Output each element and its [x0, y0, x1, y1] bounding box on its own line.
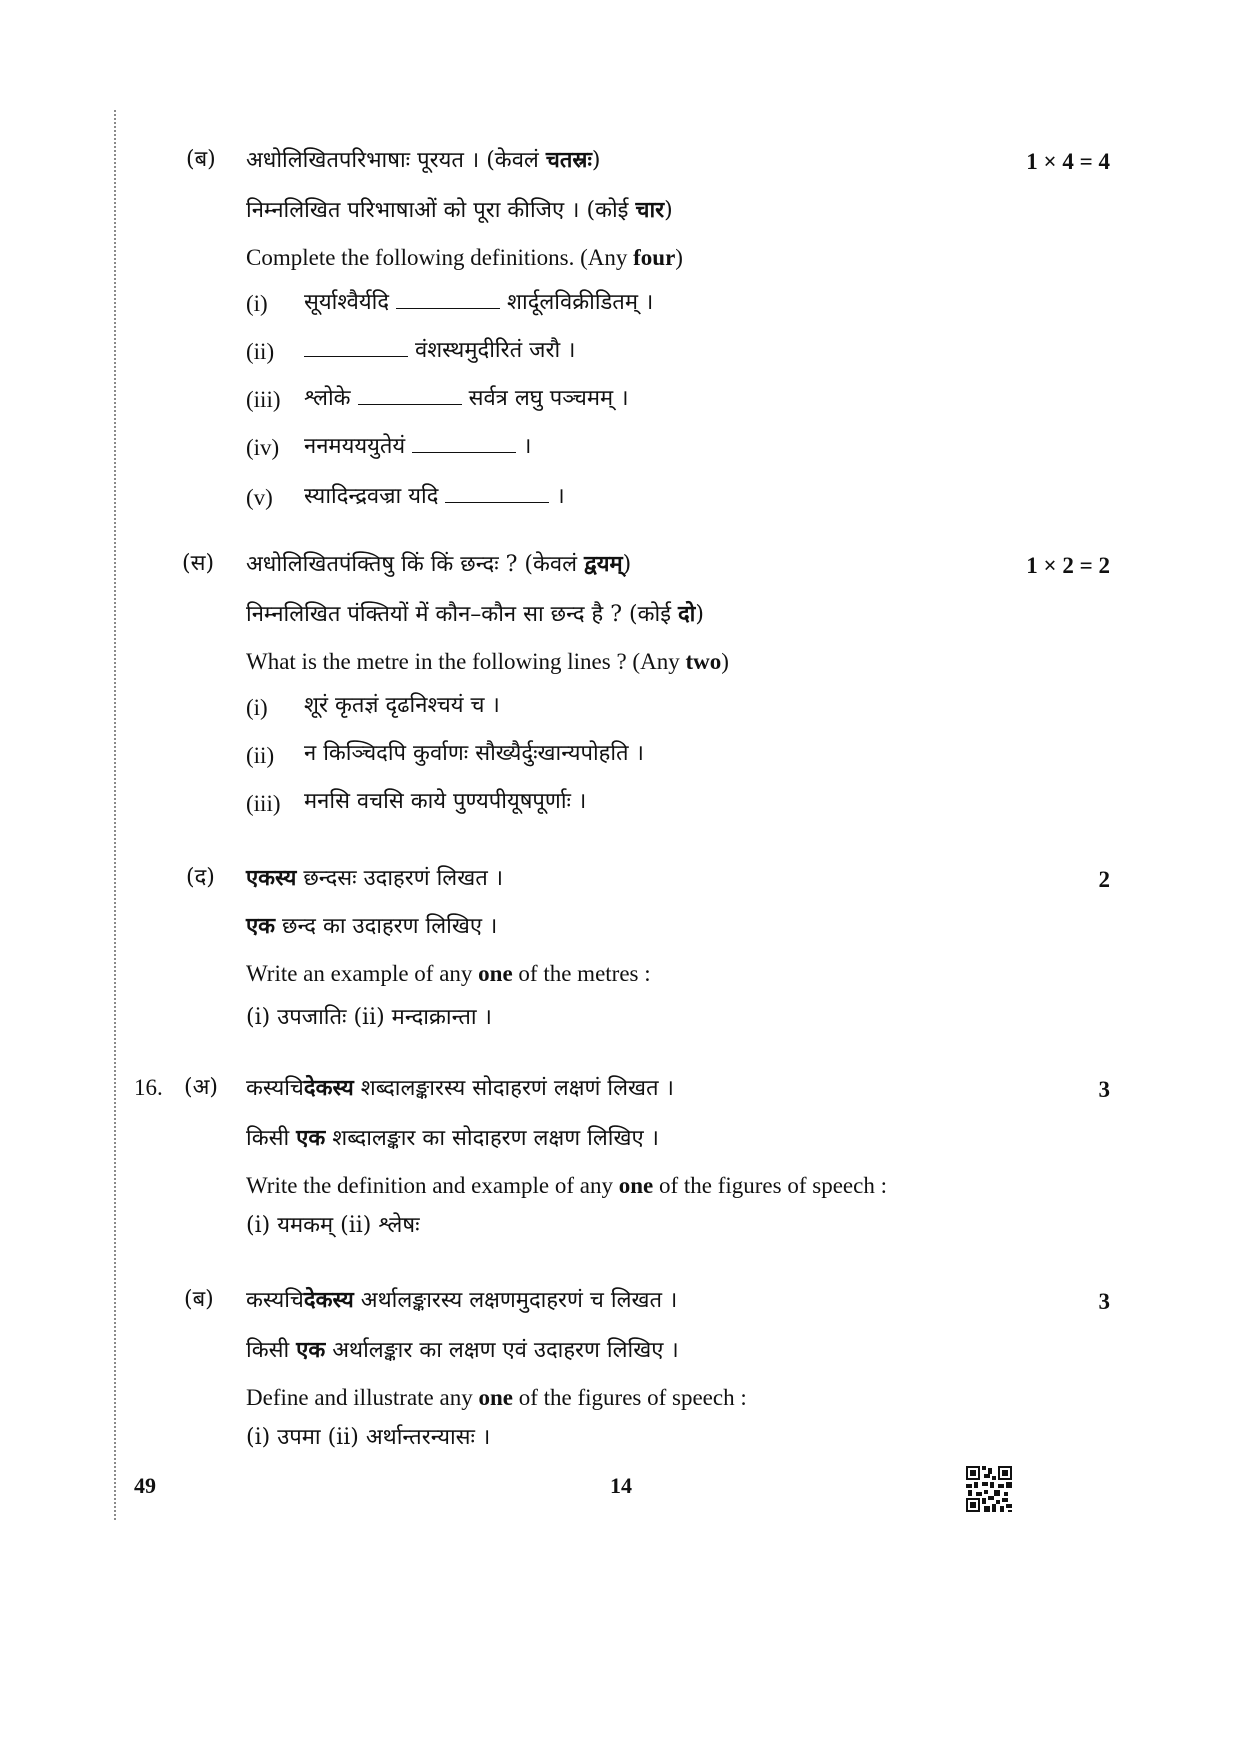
sub-question-label: (अ) [184, 1075, 218, 1100]
hindi-instruction: किसी एक शब्दालङ्कार का सोदाहरण लक्षण लिखिए । [246, 1125, 659, 1151]
definition-item: स्यादिन्द्रवज्रा यदि । [304, 484, 565, 509]
sub-question-label: (ब) [186, 147, 216, 172]
sanskrit-instruction: अधोलिखितपरिभाषाः पूरयत । (केवलं चतस्रः) [246, 147, 601, 173]
sanskrit-instruction: अधोलिखितपंक्तिषु किं किं छन्दः ? (केवलं द्वयम्) [246, 551, 632, 577]
question-number: 16. [134, 1075, 163, 1100]
hindi-instruction: निम्नलिखित परिभाषाओं को पूरा कीजिए । (कोई चार) [246, 197, 673, 223]
fill-blank [412, 432, 516, 453]
definition-item: श्लोके सर्वत्र लघु पञ्चमम् । [304, 386, 629, 411]
fill-blank [445, 482, 549, 503]
item-number: (v) [246, 485, 273, 510]
item-number: (ii) [246, 339, 275, 364]
item-number: (iii) [246, 387, 281, 412]
verse-line: न किञ्चिदपि कुर्वाणः सौख्यैर्दुःखान्यपोहति । [304, 741, 644, 766]
definition-item: वंशस्थमुदीरितं जरौ । [304, 336, 575, 365]
item-number: (ii) [246, 743, 275, 768]
verse-line: मनसि वचसि काये पुण्यपीयूषपूर्णाः । [304, 789, 587, 814]
english-instruction: Complete the following definitions. (Any four) [246, 245, 683, 270]
marks: 2 [1098, 867, 1110, 892]
hindi-instruction: एक छन्द का उदाहरण लिखिए । [246, 913, 498, 939]
english-instruction: Define and illustrate any one of the figures of speech : [246, 1385, 747, 1410]
qr-code-icon [966, 1466, 1012, 1512]
marks: 3 [1098, 1289, 1110, 1314]
fill-blank [304, 336, 408, 357]
item-number: (iii) [246, 791, 281, 816]
sub-question-label: (द) [186, 865, 215, 890]
sanskrit-instruction: कस्यचिदेकस्य शब्दालङ्कारस्य सोदाहरणं लक्षणं लिखत । [246, 1075, 674, 1101]
sub-question-label: (स) [182, 551, 215, 576]
options-line: (i) यमकम् (ii) श्लेषः [246, 1213, 420, 1238]
hindi-instruction: निम्नलिखित पंक्तियों में कौन–कौन सा छन्द है ? (कोई दो) [246, 601, 704, 627]
marks: 1 × 2 = 2 [1026, 553, 1110, 578]
paper-code: 49 [134, 1473, 156, 1498]
fill-blank [396, 288, 500, 309]
verse-line: शूरं कृतज्ञं दृढनिश्चयं च । [304, 693, 500, 718]
marks: 1 × 4 = 4 [1026, 149, 1110, 174]
sanskrit-instruction: एकस्य छन्दसः उदाहरणं लिखत । [246, 865, 504, 891]
left-margin-dotted-line [114, 110, 116, 1520]
marks: 3 [1098, 1077, 1110, 1102]
options-line: (i) उपमा (ii) अर्थान्तरन्यासः । [246, 1425, 491, 1450]
item-number: (iv) [246, 435, 280, 460]
english-instruction: Write an example of any one of the metres : [246, 961, 651, 986]
english-instruction: What is the metre in the following lines ? (Any two) [246, 649, 729, 674]
definition-item: ननमयययुतेयं । [304, 434, 532, 459]
item-number: (i) [246, 291, 268, 316]
item-number: (i) [246, 695, 268, 720]
english-instruction: Write the definition and example of any one of the figures of speech : [246, 1173, 887, 1198]
page-number: 14 [610, 1473, 632, 1498]
options-line: (i) उपजातिः (ii) मन्दाक्रान्ता । [246, 1005, 492, 1030]
hindi-instruction: किसी एक अर्थालङ्कार का लक्षण एवं उदाहरण लिखिए । [246, 1337, 679, 1363]
sub-question-label: (ब) [184, 1287, 214, 1312]
sanskrit-instruction: कस्यचिदेकस्य अर्थालङ्कारस्य लक्षणमुदाहरणं च लिखत । [246, 1287, 678, 1313]
fill-blank [358, 384, 462, 405]
definition-item: सूर्याश्वैर्यदि शार्दूलविक्रीडितम् । [304, 290, 654, 315]
